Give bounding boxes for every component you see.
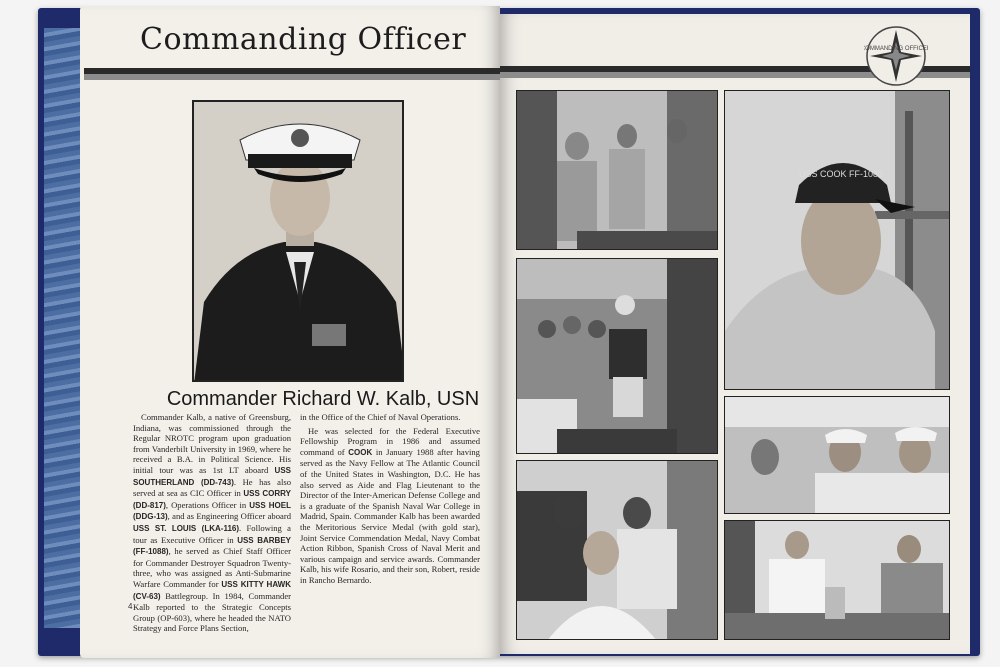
bio-paragraph-3: He was selected for the Federal Executive Fellowship Program in 1986 and assumed command of COOK in January 1988 after having served as the Navy Fellow at The Atlantic Council of the United States in Washington, D.C. He has also served as Aide and Flag Lieutenant to the Director of the Inter-American Defense College and is a graduate of the Spanish Naval War College in Madrid, Spain. Commander Kalb has been awarded the Meritorious Service Medal (with gold star), Joint Service Commendation Medal, Navy Combat Action Ribbon, Spanish Cross of Naval Merit and various campaign and service awards. Commander Kalb, his wife Rosario, and their son, Robert, reside in Rancho Bernardo. bbox=[300, 425, 480, 585]
photo-officers bbox=[724, 396, 950, 514]
bio-column-2 bbox=[300, 412, 480, 589]
photo-crew-gathering bbox=[516, 258, 718, 454]
photo-co-portrait-cap bbox=[724, 90, 950, 390]
officer-portrait bbox=[192, 100, 404, 382]
bio-paragraph-2: in the Office of the Chief of Naval Operations. bbox=[300, 412, 461, 422]
bio-column-1 bbox=[133, 412, 291, 637]
photo-haircut bbox=[516, 460, 718, 640]
page-number: 4 bbox=[128, 602, 133, 611]
officer-name: Commander Richard W. Kalb, USN bbox=[166, 388, 480, 410]
title-rule bbox=[84, 68, 500, 80]
photo-mess-table bbox=[724, 520, 950, 640]
bio-paragraph-1: Commander Kalb, a native of Greensburg, Indiana, was commissioned through the Regular NROTC program upon graduation from Vanderbilt University in 1969, where he received a B.A. in Political Science. His initial tour was as 1st LT aboard USS SOUTHERLAND (DD-743). He has also served at sea as CIC Officer in USS CORRY (DD-817), Operations Officer in USS HOEL (DDG-13), and as Engineering Officer aboard USS ST. LOUIS (LKA-116). Following a tour as Executive Officer in USS BARBEY (FF-1088), he served as Chief Staff Officer for Commander Destroyer Squadron Twenty-three, who was assigned as Anti-Submarine Warfare Commander for USS KITTY HAWK (CV-63) Battlegroup. In 1984, Commander Kalb reported to the Strategic Concepts Group (OP-603), where he headed the NATO Strategy and Force Plans Section, bbox=[133, 412, 292, 634]
page-title: Commanding Officer bbox=[140, 22, 467, 57]
cap-lettering: USS COOK FF-1083 bbox=[798, 169, 884, 179]
commanding-officer-star-logo bbox=[864, 24, 928, 88]
left-page bbox=[80, 6, 500, 658]
logo-lettering: COMMANDING OFFICER bbox=[864, 46, 928, 52]
right-page bbox=[500, 14, 970, 654]
photo-meeting bbox=[516, 90, 718, 250]
